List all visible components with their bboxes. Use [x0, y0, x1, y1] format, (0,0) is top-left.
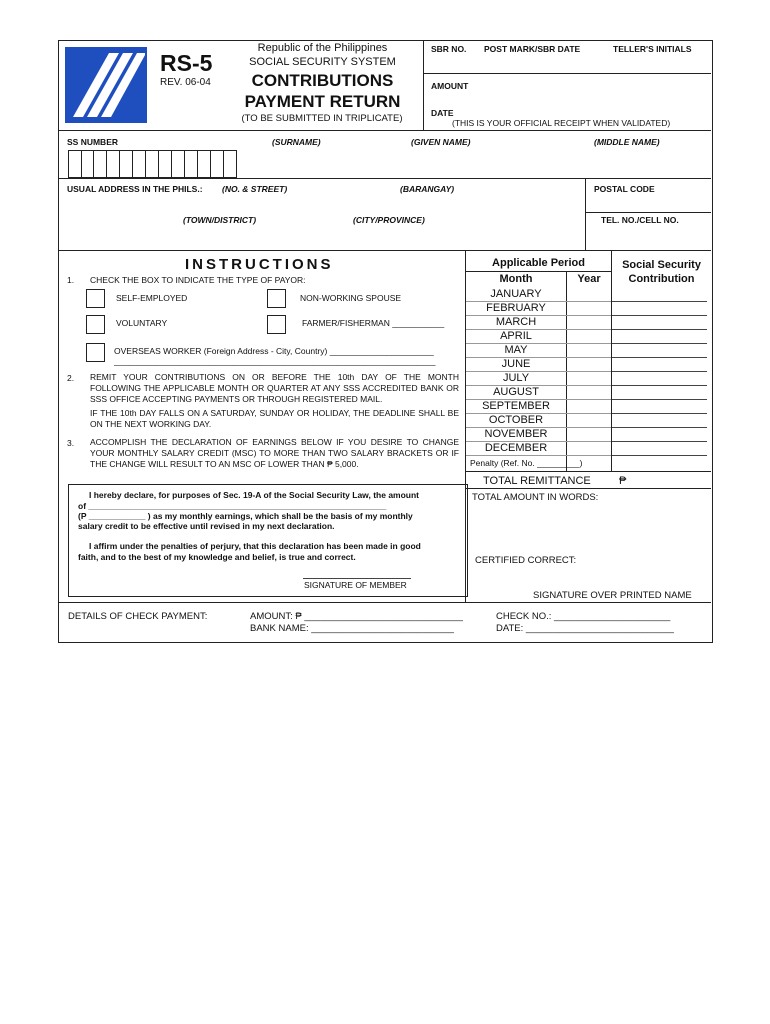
- self-employed-label: SELF-EMPLOYED: [116, 293, 188, 303]
- non-working-spouse-checkbox[interactable]: [267, 289, 286, 308]
- tellers-initials-label: TELLER'S INITIALS: [613, 44, 692, 54]
- contribution-entry-may[interactable]: [612, 357, 707, 358]
- contribution-entry-december[interactable]: [612, 455, 707, 456]
- form-code: RS-5: [160, 50, 213, 76]
- revision: REV. 06-04: [160, 77, 211, 88]
- contribution-entry-november[interactable]: [612, 441, 707, 442]
- penalty-label: Penalty (Ref. No. _________): [470, 458, 583, 468]
- town-label: (TOWN/DISTRICT): [183, 215, 257, 225]
- postal-code-label: POSTAL CODE: [594, 184, 655, 194]
- farmer-checkbox[interactable]: [267, 315, 286, 334]
- amount-label: AMOUNT: [431, 81, 469, 91]
- overseas-label: OVERSEAS WORKER (Foreign Address - City, Country) ______________________: [114, 346, 434, 356]
- check-date-field[interactable]: DATE: ____________________________: [496, 623, 674, 634]
- surname-label: (SURNAME): [272, 137, 321, 147]
- declaration-affirmation: I affirm under the penalties of perjury, that this declaration has been made in good faith, and to the best of my knowledge and belief, is true and correct.: [78, 541, 421, 562]
- month-september: SEPTEMBER: [482, 400, 550, 412]
- declaration-line3: (P ____________ ) as my monthly earnings, which shall be the basis of my monthly: [78, 511, 413, 521]
- form-title-line2: PAYMENT RETURN: [244, 92, 401, 111]
- form-title-line1: CONTRIBUTIONS: [251, 71, 394, 90]
- self-employed-checkbox[interactable]: [86, 289, 105, 308]
- agency-line1: Republic of the Philippines: [257, 42, 388, 54]
- contribution-entry-august[interactable]: [612, 399, 707, 400]
- item1-text: CHECK THE BOX TO INDICATE THE TYPE OF PAYOR:: [90, 275, 306, 285]
- declaration-line2[interactable]: of _______________________________________________________________: [78, 501, 387, 511]
- contribution-header-line1: Social Security: [622, 259, 701, 271]
- sss-logo: [65, 47, 147, 123]
- bank-name-field[interactable]: BANK NAME: ___________________________: [250, 623, 454, 634]
- agency-line2: SOCIAL SECURITY SYSTEM: [249, 56, 396, 68]
- check-details-label: DETAILS OF CHECK PAYMENT:: [68, 611, 208, 622]
- contribution-entry-january[interactable]: [612, 301, 707, 302]
- contribution-entry-april[interactable]: [612, 343, 707, 344]
- tel-label: TEL. NO./CELL NO.: [601, 215, 679, 225]
- declaration-line4: salary credit to be effective until revised in my next declaration.: [78, 521, 335, 531]
- contribution-entry-february[interactable]: [612, 315, 707, 316]
- month-april: APRIL: [500, 330, 532, 342]
- month-october: OCTOBER: [488, 414, 544, 426]
- contribution-entry-march[interactable]: [612, 329, 707, 330]
- month-march: MARCH: [495, 316, 537, 328]
- month-may: MAY: [504, 344, 528, 356]
- check-amount-field[interactable]: AMOUNT: ₱ ______________________________: [250, 611, 463, 622]
- month-august: AUGUST: [493, 386, 539, 398]
- non-working-spouse-label: NON-WORKING SPOUSE: [300, 293, 402, 303]
- month-header: Month: [499, 273, 533, 285]
- total-in-words-label: TOTAL AMOUNT IN WORDS:: [472, 492, 599, 503]
- post-mark-label: POST MARK/SBR DATE: [484, 44, 581, 54]
- given-name-label: (GIVEN NAME): [411, 137, 471, 147]
- applicable-period-header: Applicable Period: [492, 257, 585, 269]
- item3-text: ACCOMPLISH THE DECLARATION OF EARNINGS BELOW IF YOU DESIRE TO CHANGE YOUR MONTHLY SALARY CREDIT (MSC) TO MORE THAN TWO SALARY BRACKETS OR IF THE CHANGE WILL RESULT TO AN MSC OF LOWER THAN ₱ 5,000.: [90, 437, 459, 469]
- year-header: Year: [577, 273, 601, 285]
- middle-name-label: (MIDDLE NAME): [594, 137, 660, 147]
- month-december: DECEMBER: [484, 442, 548, 454]
- submission-note: (TO BE SUBMITTED IN TRIPLICATE): [241, 113, 403, 124]
- overseas-address-line[interactable]: ____________________________________________________________________: [114, 356, 436, 366]
- contribution-header-line2: Contribution: [628, 273, 695, 285]
- barangay-label: (BARANGAY): [400, 184, 455, 194]
- overseas-checkbox[interactable]: [86, 343, 105, 362]
- month-february: FEBRUARY: [486, 302, 546, 314]
- item2-deadline: IF THE 10th DAY FALLS ON A SATURDAY, SUNDAY OR HOLIDAY, THE DEADLINE SHALL BE ON THE NEXT WORKING DAY.: [90, 408, 459, 429]
- contribution-entry-september[interactable]: [612, 413, 707, 414]
- certified-correct-label: CERTIFIED CORRECT:: [475, 555, 577, 566]
- item2-number: 2.: [67, 373, 75, 383]
- item2-text: REMIT YOUR CONTRIBUTIONS ON OR BEFORE THE 10th DAY OF THE MONTH FOLLOWING THE APPLICABLE MONTH OR QUARTER AT ANY SSS ACCREDITED BANK OR SSS OFFICE ACCEPTING PAYMENTS OR THROUGH REGISTERED MAIL.: [90, 372, 459, 404]
- address-label: USUAL ADDRESS IN THE PHILS.:: [67, 184, 203, 194]
- printed-name-signature-label: SIGNATURE OVER PRINTED NAME: [533, 590, 692, 601]
- month-july: JULY: [502, 372, 530, 384]
- month-june: JUNE: [501, 358, 531, 370]
- item3-number: 3.: [67, 438, 75, 448]
- instructions-heading: INSTRUCTIONS: [185, 256, 334, 273]
- peso-sign: ₱: [619, 475, 627, 487]
- month-january: JANUARY: [490, 288, 542, 300]
- receipt-note: (THIS IS YOUR OFFICIAL RECEIPT WHEN VALIDATED): [452, 118, 671, 128]
- contribution-entry-july[interactable]: [612, 385, 707, 386]
- street-label: (NO. & STREET): [222, 184, 288, 194]
- total-remittance-label: TOTAL REMITTANCE: [483, 475, 591, 487]
- item1-number: 1.: [67, 275, 75, 285]
- farmer-label: FARMER/FISHERMAN ___________: [302, 318, 445, 328]
- ss-number-label: SS NUMBER: [67, 137, 119, 147]
- contribution-entry-june[interactable]: [612, 371, 707, 372]
- date-label: DATE: [431, 108, 454, 118]
- period-row-divider: [466, 455, 611, 456]
- check-no-field[interactable]: CHECK NO.: ______________________: [496, 611, 671, 622]
- contribution-entry-october[interactable]: [612, 427, 707, 428]
- declaration-line1: I hereby declare, for purposes of Sec. 19-A of the Social Security Law, the amount: [89, 490, 420, 500]
- voluntary-checkbox[interactable]: [86, 315, 105, 334]
- sbr-no-label: SBR NO.: [431, 44, 467, 54]
- member-signature-label: SIGNATURE OF MEMBER: [304, 580, 407, 590]
- month-november: NOVEMBER: [484, 428, 548, 440]
- city-label: (CITY/PROVINCE): [353, 215, 425, 225]
- voluntary-label: VOLUNTARY: [116, 318, 168, 328]
